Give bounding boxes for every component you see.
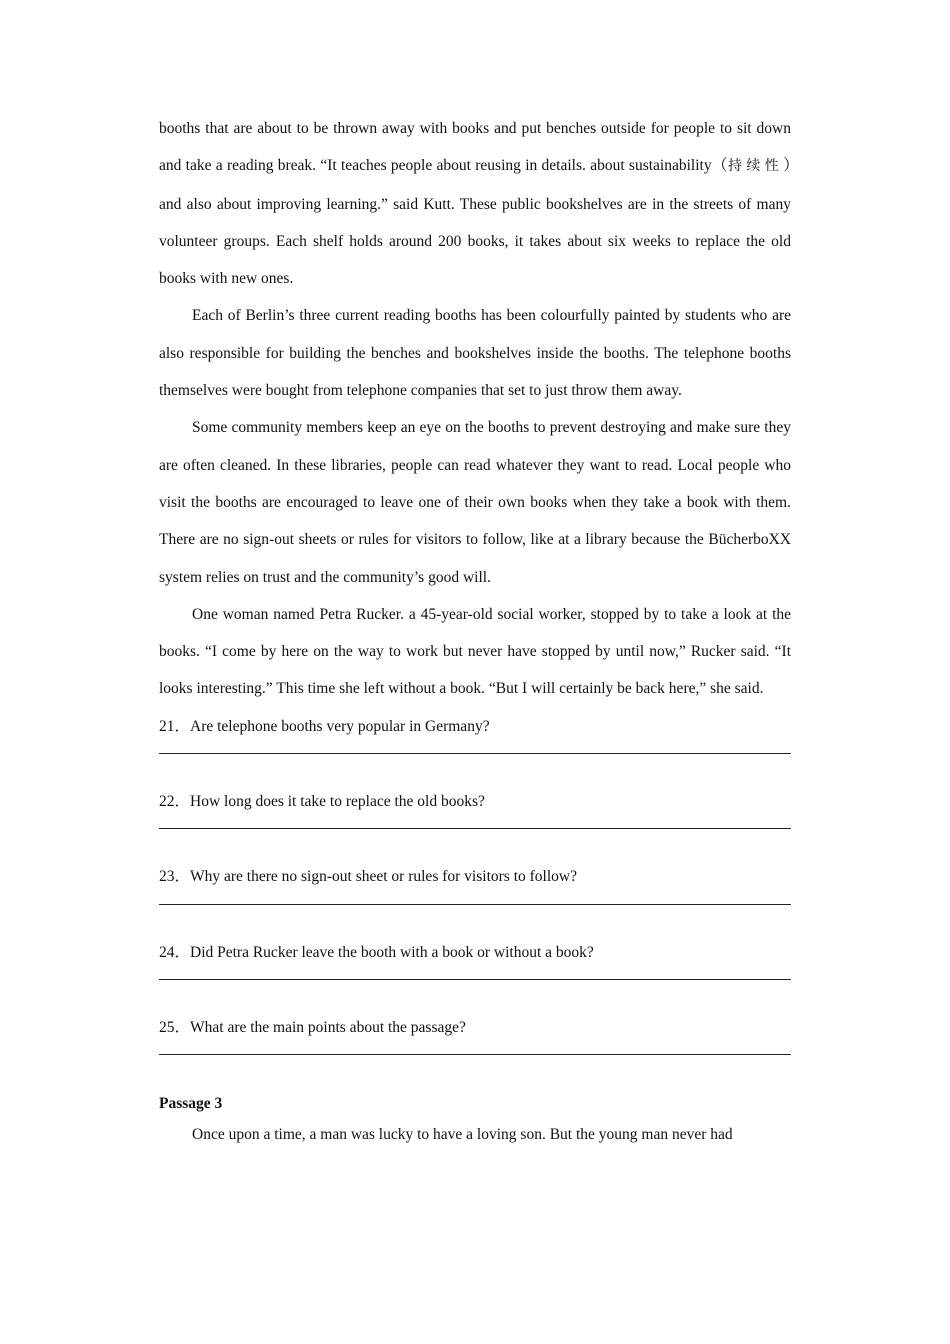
question-text: 22．How long does it take to replace the old books? <box>159 793 485 811</box>
question-23 <box>159 858 791 904</box>
answer-line[interactable] <box>159 753 791 754</box>
answer-line[interactable] <box>159 979 791 980</box>
answer-line[interactable] <box>159 828 791 829</box>
passage-heading: Passage 3 <box>159 1095 223 1113</box>
question-text: 24．Did Petra Rucker leave the booth with a book or without a book? <box>159 943 594 961</box>
passage-paragraph-2: Each of Berlin’s three current reading booths has been colourfully painted by students who are also responsible for building the benches and bookshelves inside the booths. The telephone booths themselves were bought from telephone companies that set to just throw them away. <box>159 307 791 400</box>
passage-paragraph-1 <box>159 110 791 297</box>
paragraph-text: ）and also about improving learning.” said Kutt. These public bookshelves are in the streets of many volunteer groups. Each shelf holds around 200 books, it takes about six weeks to replace the old books with new ones. <box>159 157 791 288</box>
question-21 <box>159 708 791 754</box>
question-24 <box>159 934 791 980</box>
paragraph-text: booths that are about to be thrown away with books and put benches outside for people to sit down and take a reading break. “It teaches people about reusing in details. about sustainability（ <box>159 120 791 175</box>
question-text: 23．Why are there no sign-out sheet or rules for visitors to follow? <box>159 868 577 886</box>
question-22 <box>159 783 791 829</box>
answer-line[interactable] <box>159 1054 791 1055</box>
chinese-gloss: 持续性 <box>727 158 784 175</box>
document-page <box>159 110 791 1146</box>
passage-paragraph-3: Some community members keep an eye on the booths to prevent destroying and make sure they are often cleaned. In these libraries, people can read whatever they want to read. Local people who visit the booths are encouraged to leave one of their own books when they take a book with them. There are no sign-out sheets or rules for visitors to follow, like at a library because the BücherboXX system relies on trust and the community’s good will. <box>159 419 791 586</box>
passage-3-first-line: Once upon a time, a man was lucky to have a loving son. But the young man never had <box>192 1126 733 1144</box>
question-text: 21．Are telephone booths very popular in Germany? <box>159 717 490 735</box>
question-25 <box>159 1009 791 1055</box>
answer-line[interactable] <box>159 904 791 905</box>
question-text: 25．What are the main points about the passage? <box>159 1018 466 1036</box>
passage-paragraph-4: One woman named Petra Rucker. a 45-year-old social worker, stopped by to take a look at the books. “I come by here on the way to work but never have stopped by until now,” Rucker said. “It looks interesting.” This time she left without a book. “But I will certainly be back here,” she said. <box>159 605 791 698</box>
